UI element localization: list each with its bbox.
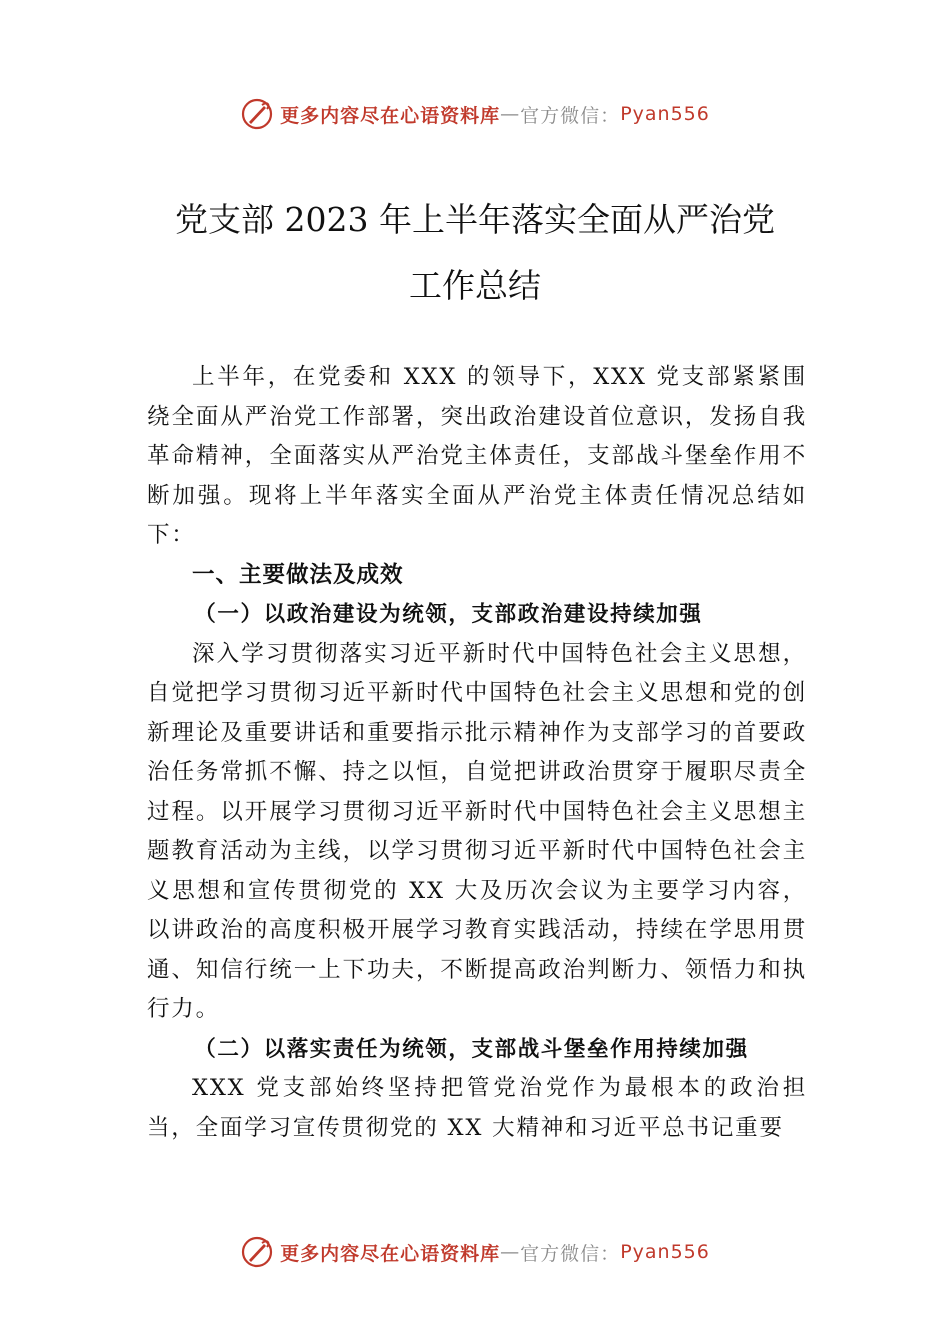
header-watermark — [0, 94, 950, 134]
quill-logo-icon — [240, 97, 274, 131]
subsection-2-paragraph: XXX 党支部始终坚持把管党治党作为最根本的政治担当，全面学习宣传贯彻党的 XX 大精神和习近平总书记重要 — [147, 1075, 807, 1141]
watermark-separator: — — [500, 103, 521, 125]
section-heading-1: 一、主要做法及成效 — [192, 561, 404, 588]
footer-watermark — [0, 1232, 950, 1272]
watermark-wechat-id: Pyan556 — [620, 103, 710, 125]
watermark-brand: 更多内容尽在心语资料库 — [280, 104, 501, 127]
subsection-1-paragraph: 深入学习贯彻落实习近平新时代中国特色社会主义思想，自觉把学习贯彻习近平新时代中国特色社会主义思想和党的创新理论及重要讲话和重要指示批示精神作为支部学习的首要政治任务常抓不懈、持之以恒，自觉把讲政治贯穿于履职尽责全过程。以开展学习贯彻习近平新时代中国特色社会主义思想主题教育活动为主线，以学习贯彻习近平新时代中国特色社会主义思想和宣传贯彻党的 XX 大及历次会议为主要学习内容，以讲政治的高度积极开展学习教育实践活动，持续在学思用贯通、知信行统一上下功夫，不断提高政治判断力、领悟力和执行力。 — [147, 640, 807, 1022]
quill-logo-icon — [240, 1235, 274, 1269]
watermark-wechat-id: Pyan556 — [620, 1241, 710, 1263]
subsection-heading-1: （一）以政治建设为统领，支部政治建设持续加强 — [194, 602, 703, 627]
watermark-label: 官方微信： — [520, 1242, 621, 1265]
watermark-brand: 更多内容尽在心语资料库 — [280, 1242, 501, 1265]
document-title-line-1: 党支部 2023 年上半年落实全面从严治党 — [175, 200, 775, 239]
document-title-line-2: 工作总结 — [409, 266, 541, 305]
document-body — [147, 358, 807, 1148]
watermark-separator: — — [500, 1241, 521, 1263]
watermark-label: 官方微信： — [520, 104, 621, 127]
subsection-heading-2: （二）以落实责任为统领，支部战斗堡垒作用持续加强 — [194, 1036, 749, 1062]
intro-paragraph: 上半年，在党委和 XXX 的领导下，XXX 党支部紧紧围绕全面从严治党工作部署，突出政治建设首位意识，发扬自我革命精神，全面落实从严治党主体责任，支部战斗堡垒作用不断加强。现将上半年落实全面从严治党主体责任情况总结如下： — [147, 364, 807, 548]
